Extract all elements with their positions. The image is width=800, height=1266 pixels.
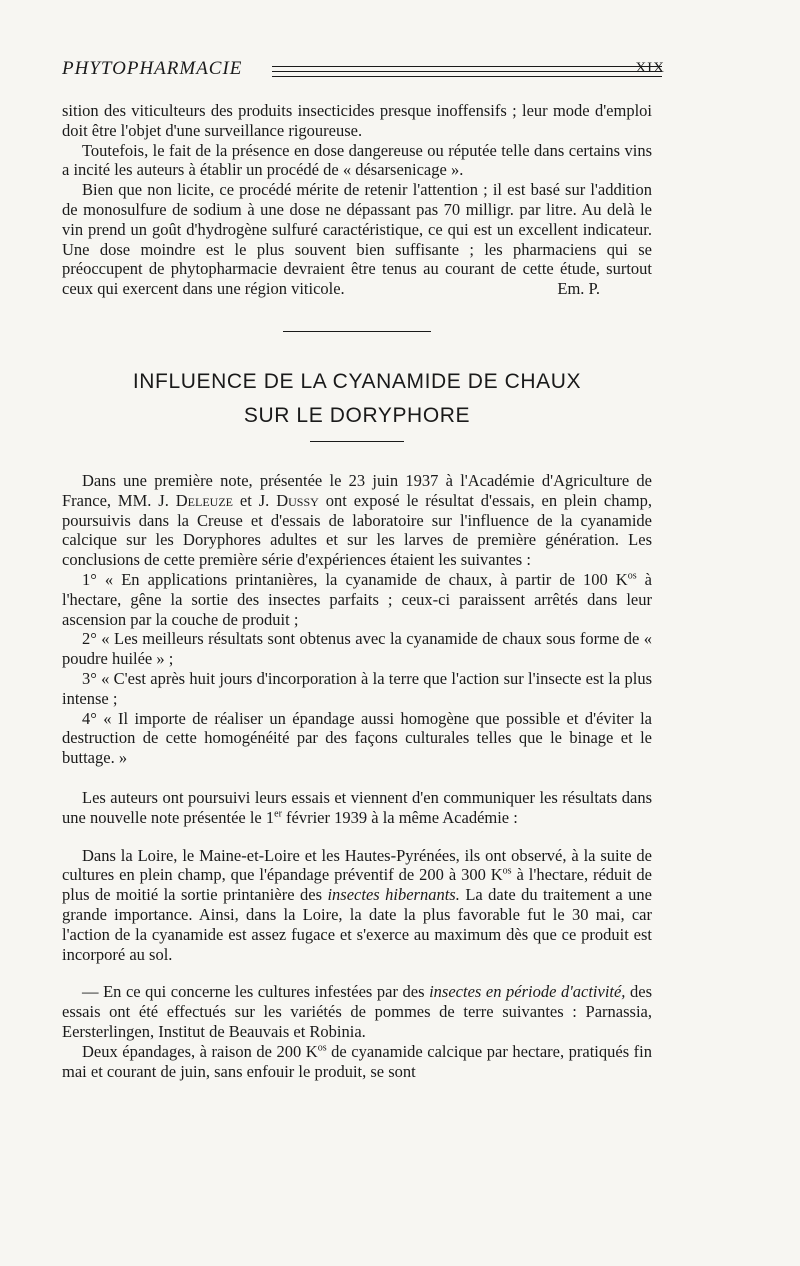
previous-article-ending (62, 101, 652, 299)
header-rule (272, 76, 662, 77)
list-number: 1° (82, 569, 97, 589)
paragraph: Toutefois, le fait de la présence en dose dangereuse ou réputée telle dans certains vins a incité les auteurs à établir un procédé de « désarsenicage ». (62, 140, 652, 180)
paragraph-text: Dans la Loire, le Maine-et-Loire et les Hautes-Pyrénées, ils ont observé, à la suite de cultures en plein champ, que l'épandage préventif de 200 à 300 K (62, 845, 652, 885)
intro-paragraph (62, 471, 652, 570)
superscript: os (317, 1042, 327, 1054)
article-title-line2: SUR LE DORYPHORE (243, 404, 471, 427)
paragraph-text: des essais ont été effectués sur les variétés de pommes de terre suivantes : Parnassia, Eersterlingen, Institut de Beauvais et Robinia. (62, 982, 652, 1041)
paragraph-text: à l'hectare, réduit de plus de moitié la sortie printanière des (62, 865, 652, 905)
header-rule (272, 66, 662, 67)
paragraph: Bien que non licite, ce procédé mérite de retenir l'attention ; il est basé sur l'addition de monosulfure de sodium à une dose ne dépassant pas 70 milligr. par litre. Au delà le vin prend un goût d'hydrogène sulfuré caractéristique, ce qui est un excellent indicateur. Une dose moindre est le plus souvent bien suffisante ; les pharmaciens qui se préoccupent de phytopharmacie devraient être tenus au courant de cette étude, surtout ceux qui exercent dans une région viticole. (62, 180, 652, 299)
paragraph: sition des viticulteurs des produits insecticides presque inoffensifs ; leur mode d'emploi doit être l'objet d'une surveillance rigoureuse. (62, 101, 652, 140)
superscript: er (274, 808, 282, 820)
article-title-line1: INFLUENCE DE LA CYANAMIDE DE CHAUX (132, 370, 582, 393)
emphasis: insectes en période d'activité, (429, 982, 626, 1002)
list-text: à l'hectare, gêne la sortie des insectes parfaits ; ceux-ci paraissent arrêtés dans leur ascension par la couche de produit ; (62, 569, 653, 629)
list-item: 4° « Il importe de réaliser un épandage aussi homogène que possible et d'éviter la destruction de cette homogénéité par des façons culturales telles que le binage et le buttage. » (62, 708, 652, 768)
paragraph-text: La date du traitement a une grande importance. Ainsi, dans la Loire, la date la plus favorable fut le 30 mai, car l'action de la cyanamide est assez fugace et s'exerce au maximum dès que ce produit est incorporé au sol. (62, 885, 653, 964)
intro-text: ont exposé le résultat d'essais, en plein champ, poursuivis dans la Creuse et d'essais de laboratoire sur l'influence de la cyanamide calcique sur les Doryphores adultes et sur les larves de première génération. Les conclusions de cette première série d'expériences étaient les suivantes : (62, 490, 652, 570)
intro-text: et J. (233, 490, 277, 510)
list-text: « En applications printanières, la cyanamide de chaux, à partir de 100 K (96, 569, 628, 589)
paragraph-text: février 1939 à la même Académie : (281, 807, 518, 827)
header-rule (272, 71, 662, 72)
page-header (62, 58, 665, 88)
superscript: os (627, 570, 637, 582)
paragraph (62, 982, 652, 1041)
paragraph (62, 788, 652, 828)
paragraph-text: — En ce qui concerne les cultures infestées par des (82, 982, 430, 1002)
paragraph (62, 846, 652, 965)
author-name: Dussy (276, 490, 319, 510)
list-item (62, 570, 652, 629)
signature: Em. P. (557, 279, 600, 299)
paragraph (62, 1042, 652, 1082)
author-name: Deleuze (175, 490, 233, 510)
paragraph-text: Deux épandages, à raison de 200 K (82, 1041, 318, 1061)
title-divider (310, 441, 404, 442)
running-title: PHYTOPHARMACIE (62, 58, 243, 79)
superscript: os (502, 865, 512, 877)
intro-text: Dans une première note, présentée le 23 juin 1937 à l'Académie d'Agriculture de France, MM. J. (62, 471, 652, 510)
list-item: 2° « Les meilleurs résultats sont obtenus avec la cyanamide de chaux sous forme de « poudre huilée » ; (62, 629, 652, 669)
emphasis: insectes hibernants. (327, 885, 460, 905)
page-number: XIX (635, 60, 665, 76)
paragraph-text: de cyanamide calcique par hectare, pratiqués fin mai et courant de juin, sans enfouir le produit, se sont (62, 1041, 653, 1081)
section-divider (283, 331, 431, 332)
list-item: 3° « C'est après huit jours d'incorporation à la terre que l'action sur l'insecte est la plus intense ; (62, 668, 652, 708)
paragraph-text: Les auteurs ont poursuivi leurs essais et viennent d'en communiquer les résultats dans une nouvelle note présentée le 1 (62, 787, 652, 827)
article-body (62, 471, 652, 1081)
